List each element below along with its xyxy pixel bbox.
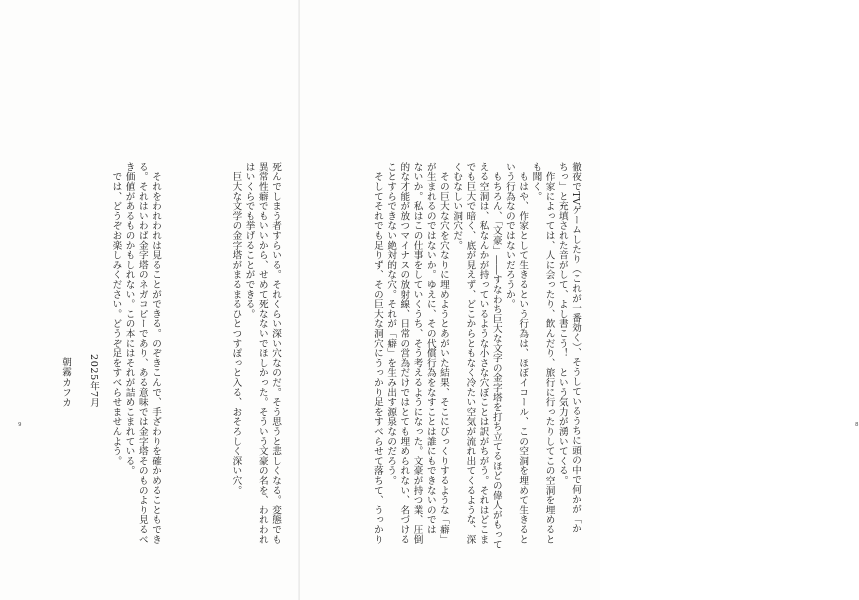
page-number-right: 8 <box>855 422 859 428</box>
paragraph-line: くむなしい洞穴だ。 <box>451 162 463 251</box>
page-number-left: 9 <box>18 422 22 428</box>
paragraph-line: 作家によっては、人に会ったり、飲んだり、旅行に行ったりしてこの空洞を埋めると <box>543 162 555 545</box>
paragraph-line: 巨大な文学の金字塔がまるまるひとつすぽっと入る、おそろしく深い穴。 <box>230 162 242 496</box>
paragraph-line: える空洞は、私なんかが持っているような小さな穴ぼことは訳がちがう。それはどこま <box>477 162 489 545</box>
paragraph-line: でも巨大で暗く、底が見えず、どこからともなく冷たい空気が流れ出てくるような、深 <box>464 162 476 545</box>
paragraph-line: も聞く。 <box>530 162 542 202</box>
paragraph-line: はいくらでも挙げることができる。 <box>243 162 255 319</box>
paragraph-line: それをわれわれは見ることができる。のぞきこんで、手ざわりを確かめることもでき <box>150 162 161 545</box>
paragraph-line: ことすらできない絶対的な穴。それが「癖」を生み出す源泉なのだろう。 <box>385 162 397 486</box>
paragraph-line: その巨大な穴を穴なりに埋めようとあがいた結果、そこにびっくりするような「癖」 <box>437 162 449 545</box>
paragraph-line: いう行為なのではないだろうか。 <box>503 162 515 309</box>
paragraph-line: る。それはいわば金字塔のネガコピーであり、ある意味では金字塔そのものより見るべ <box>136 162 148 545</box>
paragraph-line: もちろん、「文豪」――すなわち巨大な文字の金字塔を打ち立てるほどの偉人がもって <box>490 162 502 550</box>
paragraph-line: そしてそれでも足りず、その巨大な洞穴にうっかり足をすべらせて落ちて、うっかり <box>371 162 383 545</box>
right-page-text <box>350 162 582 550</box>
left-page-text-first <box>170 162 282 545</box>
paragraph-line: 死んでしまう者すらいる。それくらい深い穴なのだ。そう思うと悲しくなる。変態でも <box>270 162 281 545</box>
paragraph-line: ちっ」と充填された音がして、よし書こう！ という気力が湧いてくる。 <box>556 162 568 486</box>
paragraph-line: が生まれるのではないか。ゆえに、その代償行為をなすことは誰にもできないのでは <box>424 162 436 535</box>
paragraph-line: ないか。私はこの仕事をしていくうち、そう考えるようになった。文豪が持つ業、圧倒 <box>411 162 423 545</box>
afterword-date: 2025年7月 <box>88 354 99 408</box>
paragraph-line: もはや、作家として生きるという行為は、ほぼイコール、この空洞を埋めて生きると <box>517 162 529 545</box>
paragraph-line: では、どうぞお楽しみください。どうぞ足をすべらせませんよう。 <box>110 162 122 466</box>
right-page <box>300 0 859 600</box>
paragraph-line: 的な才能が放つマイナスの放射線、日常の営為だけではとても埋められない、名づける <box>398 162 410 545</box>
paragraph-line: 異常性癖でもいいから、せめて死なないでほしかった。そういう文豪の名を、われわれ <box>256 162 268 545</box>
paragraph-line: 徹夜でTVゲームしたり（これが一番効く）、そうしているうちに頭の中で何かが「か <box>570 162 581 534</box>
author-name: 朝霧カフカ <box>60 357 71 408</box>
paragraph-line: き価値があるものかもしれない。この本にはそれが詰めこまれている。 <box>123 162 135 476</box>
